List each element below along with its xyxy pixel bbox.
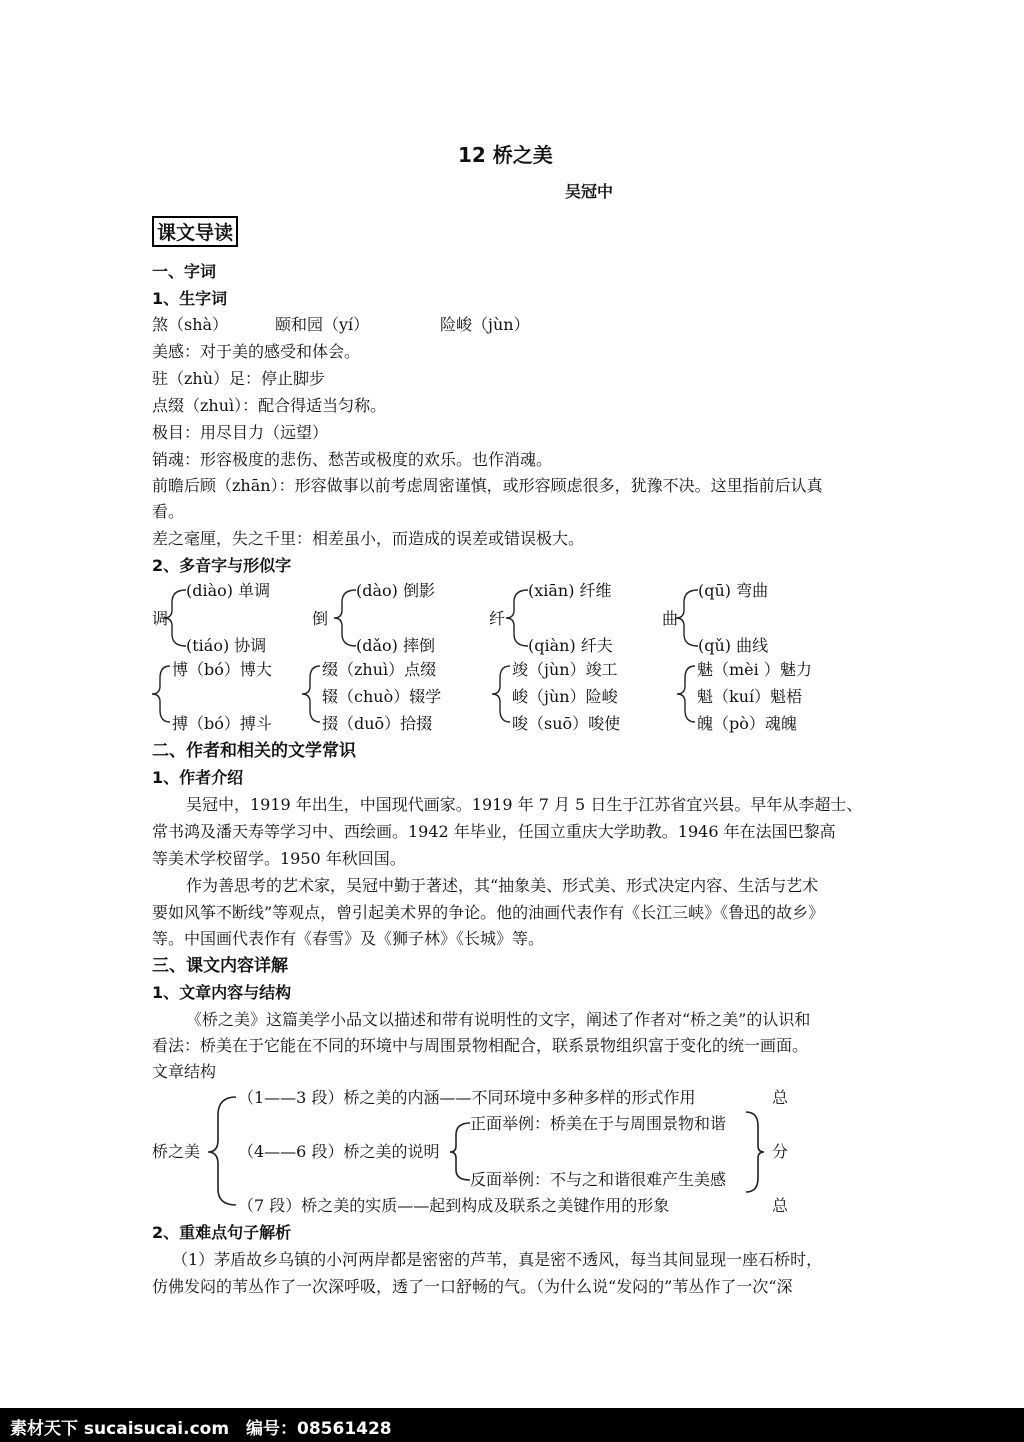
para-line: 看法：桥美在于它能在不同的环境中与周围景物相配合，联系景物组织富于变化的统一画面。: [152, 1036, 809, 1055]
struct-branch: （4——6 段）桥之美的说明: [238, 1142, 440, 1161]
sub-3-1: 1、文章内容与结构: [152, 983, 292, 1002]
similar-item: 搏（bó）搏斗: [172, 714, 272, 733]
poly-reading: (qū) 弯曲: [698, 581, 769, 600]
vocab-line: 点缀（zhuì）：配合得适当匀称。: [152, 396, 387, 415]
page-title: 12 桥之美: [458, 143, 553, 167]
para-line: 《桥之美》这篇美学小品文以描述和带有说明性的文字，阐述了作者对“桥之美”的认识和: [186, 1010, 811, 1029]
poly-reading: (diào) 单调: [186, 581, 271, 600]
author: 吴冠中: [565, 182, 614, 201]
similar-item: 竣（jùn）竣工: [512, 660, 618, 679]
word-2: 颐和园（yí）: [275, 315, 370, 334]
heading-1: 一、字词: [152, 262, 217, 281]
sub-1-2: 2、多音字与形似字: [152, 556, 292, 575]
similar-item: 唆（suō）唆使: [512, 714, 621, 733]
struct-tag: 总: [772, 1196, 789, 1215]
poly-char: 倒: [312, 609, 329, 628]
heading-2: 二、作者和相关的文学常识: [152, 741, 356, 761]
struct-tag: 总: [772, 1088, 789, 1107]
poly-reading: (xiān) 纤维: [528, 581, 612, 600]
poly-reading: (dǎo) 摔倒: [356, 636, 435, 655]
similar-item: 魅（mèi ）魅力: [697, 660, 812, 679]
para-line: 等美术学校留学。1950 年秋回国。: [152, 849, 406, 868]
vocab-line: 极目：用尽目力（远望）: [152, 423, 329, 442]
sub-3-2: 2、重难点句子解析: [152, 1223, 292, 1242]
struct-subbranch: 反面举例：不与之和谐很难产生美感: [470, 1170, 727, 1189]
vocab-line: 销魂：形容极度的悲伤、愁苦或极度的欢乐。也作消魂。: [152, 450, 553, 469]
para-line: 常书鸿及潘天寿等学习中、西绘画。1942 年毕业，任国立重庆大学助教。1946 年在法国巴黎高: [152, 822, 836, 841]
similar-item: 魁（kuí）魁梧: [697, 687, 803, 706]
struct-root: 桥之美: [152, 1142, 201, 1161]
vocab-line: 驻（zhù）足：停止脚步: [152, 369, 326, 388]
sub-2-1: 1、作者介绍: [152, 768, 244, 787]
poly-reading: (tiáo) 协调: [186, 636, 267, 655]
heading-3: 三、课文内容详解: [152, 956, 288, 976]
struct-subbranch: 正面举例：桥美在于与周围景物和谐: [470, 1114, 727, 1133]
vocab-line: 前瞻后顾（zhān）：形容做事以前考虑周密谨慎，或形容顾虑很多，犹豫不决。这里指前后认真: [152, 476, 823, 495]
poly-reading: (qiàn) 纤夫: [528, 636, 613, 655]
para-line: 吴冠中，1919 年出生，中国现代画家。1919 年 7 月 5 日生于江苏省宜兴县。早年从李超士、: [186, 795, 863, 814]
poly-char: 调: [152, 609, 169, 628]
similar-item: 掇（duō）拾掇: [322, 714, 433, 733]
similar-item: 辍（chuò）辍学: [322, 687, 442, 706]
poly-char: 纤: [489, 609, 506, 628]
para-line: （1）茅盾故乡乌镇的小河两岸都是密密的芦苇，真是密不透风，每当其间显现一座石桥时，: [172, 1250, 823, 1269]
similar-item: 缀（zhuì）点缀: [322, 660, 437, 679]
sub-1-1: 1、生字词: [152, 289, 228, 308]
watermark-bar: [0, 1408, 1024, 1442]
similar-item: 魄（pò）魂魄: [697, 714, 797, 733]
para-line: 要如风筝不断线”等观点，曾引起美术界的争论。他的油画代表作有《长江三峡》《鲁迅的故乡》: [152, 903, 825, 922]
section-box: 课文导读: [152, 216, 238, 247]
struct-branch: （1——3 段）桥之美的内涵——不同环境中多种多样的形式作用: [238, 1088, 696, 1107]
word-1: 煞（shà）: [152, 315, 229, 334]
vocab-line: 看。: [152, 502, 185, 521]
poly-reading: (qǔ) 曲线: [698, 636, 769, 655]
watermark-site: 素材天下 sucaisucai.com: [10, 1419, 230, 1439]
struct-label: 文章结构: [152, 1062, 217, 1081]
vocab-line: 美感：对于美的感受和体会。: [152, 342, 361, 361]
similar-item: 峻（jùn）险峻: [512, 687, 618, 706]
para-line: 作为善思考的艺术家，吴冠中勤于著述，其“抽象美、形式美、形式决定内容、生活与艺术: [186, 876, 819, 895]
struct-tag: 分: [772, 1142, 789, 1161]
watermark-id: 编号：08561428: [246, 1419, 392, 1439]
poly-reading: (dào) 倒影: [356, 581, 435, 600]
struct-branch: （7 段）桥之美的实质——起到构成及联系之美键作用的形象: [238, 1196, 670, 1215]
vocab-line: 差之毫厘，失之千里：相差虽小，而造成的误差或错误极大。: [152, 529, 585, 548]
poly-char: 曲: [662, 609, 679, 628]
para-line: 仿佛发闷的苇丛作了一次深呼吸，透了一口舒畅的气。（为什么说“发闷的”苇丛作了一次“深: [152, 1277, 793, 1296]
similar-item: 博（bó）博大: [172, 660, 272, 679]
word-3: 险峻（jùn）: [440, 315, 530, 334]
para-line: 等。中国画代表作有《春雪》及《狮子林》《长城》等。: [152, 929, 545, 948]
